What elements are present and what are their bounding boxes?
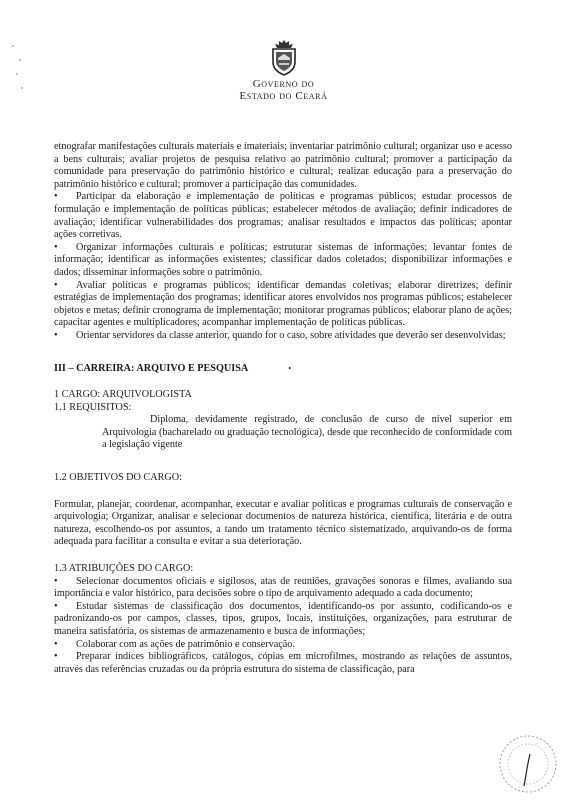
bullet-icon: • [54,279,58,291]
list-item: • Orientar servidores da classe anterior, quando for o caso, sobre atividades que deverão ser desenvolvidas; [54,329,506,341]
bullet-icon: • [54,241,58,253]
stray-dot-icon: • [288,363,292,373]
bullet-icon: • [54,191,58,203]
bullet-icon: • [54,600,58,612]
cargo-title: 1 CARGO: ARQUIVOLOGISTA [54,389,192,401]
list-item: • Colaborar com as ações de patrimônio e conservação. [54,638,295,650]
header-line-1: Governo do [252,78,315,90]
requirements-title: 1.1 REQUISITOS: [54,401,132,413]
list-item: • Organizar informações culturais e políticas; estruturar sistemas de informações; levantar fontes de informação; identificar as informações existentes; classificar dados coletados; disponibilizar informações e dados; disseminar informações sobre o patrimônio. [54,241,512,278]
official-stamp-icon [490,726,560,796]
list-item: • Estudar sistemas de classificação dos documentos, identificando-os por assunto, codificando-os e padronizando-os por campos, classes, tipos, grupos, locais, instituições, organizações, para estruturar de maneira satisfatória, os sistemas de armazenamento e busca de informações; [54,600,512,637]
bullet-icon: • [54,638,58,650]
list-item: • Participar da elaboração e implementação de políticas e programas públicos; estudar processos de formulação e implementação de políticas públicas; estabelecer métodos de avaliação; definir indicadores de avaliação; identificar vulnerabilidades dos programas; analisar resultados e impactos das políticas; apontar ações corretivas. [54,191,512,241]
bullet-icon: • [54,329,58,341]
bullet-icon: • [54,575,58,587]
letterhead [0,38,567,102]
document-body [54,141,512,676]
requirements-text: Diploma, devidamente registrado, de conclusão de curso de nível superior em Arquivologia (bacharelado ou graduação tecnológica), desde que reconhecido de conformidade com a legislação vigente [102,414,512,451]
header-line-2: Estado do Ceará [239,90,328,102]
attributions-title: 1.3 ATRIBUIÇÕES DO CARGO: [54,563,194,575]
margin-specks [8,40,28,100]
state-crest-icon [267,38,301,76]
list-item: • Avaliar políticas e programas públicos; identificar demandas coletivas; elaborar diretrizes; definir estratégias de implementação dos programas; identificar atores envolvidos nos programas públicos; estabelecer objetos e metas; definir cronograma de implementação; monitorar programas públicos; elaborar plano de ações; capacitar agentes e multiplicadores; acompanhar implementação de políticas públicas. [54,279,512,329]
list-item: • Selecionar documentos oficiais e sigilosos, atas de reuniões, gravações sonoras e filmes, avaliando sua importância e valor histórico, para decisões sobre o tipo de arquivamento adequado a cada documento; [54,575,512,600]
intro-paragraph: etnografar manifestações culturais materiais e imateriais; inventariar patrimônio cultural; organizar uso e acesso a bens culturais; avaliar projetos de pesquisa relativo ao patrimônio cultural; promover a participação da comunidade para preservação do patrimônio histórico e cultural; realizar educação para a preservação do patrimônio histórico e cultural; promover a participação das comunidades. [54,141,512,190]
list-item: • Preparar índices bibliográficos, catálogos, cópias em microfilmes, mostrando as relações de assuntos, através das referências cruzadas ou da própria estrutura do sistema de classificação, para [54,651,512,675]
objectives-title: 1.2 OBJETIVOS DO CARGO: [54,472,182,484]
bullet-icon: • [54,651,58,663]
section-title: III – CARREIRA: ARQUIVO E PESQUISA • [54,362,292,374]
objectives-text: Formular, planejar, coordenar, acompanhar, executar e avaliar políticas e programas culturais de conservação e arquivologia; Organizar, analisar e selecionar documentos de natureza histórica, científica, literária e de outra natureza, escolhendo-os por assuntos, a tando um tratamento técnico sistematizado, arquivando-os de forma adequada para facilitar a consulta e evitar a sua deterioração. [54,498,512,548]
